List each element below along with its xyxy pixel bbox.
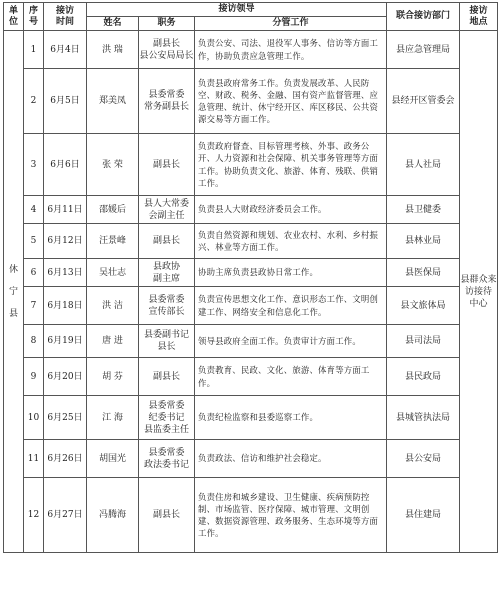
name-cell: 邵媛后 — [87, 196, 139, 224]
position-cell: 县委常委 纪委书记 县监委主任 — [139, 396, 195, 440]
table-row — [4, 358, 498, 396]
position-cell: 县委常委 政法委书记 — [139, 440, 195, 478]
name-cell: 胡 芬 — [87, 358, 139, 396]
seq-cell: 6 — [24, 259, 44, 287]
dept-cell: 县城管执法局 — [387, 396, 460, 440]
seq-cell: 2 — [24, 69, 44, 134]
date-cell: 6月6日 — [44, 134, 87, 196]
duty-cell: 负责公安、司法、退役军人事务、信访等方面工作，协助负责应急管理工作。 — [195, 31, 387, 69]
unit-cell: 休 宁 县 — [4, 31, 24, 553]
table-row — [4, 259, 498, 287]
name-cell: 吴壮志 — [87, 259, 139, 287]
seq-cell: 4 — [24, 196, 44, 224]
seq-cell: 11 — [24, 440, 44, 478]
date-cell: 6月11日 — [44, 196, 87, 224]
seq-cell: 10 — [24, 396, 44, 440]
header-name: 姓名 — [87, 17, 139, 31]
table-row — [4, 224, 498, 259]
name-cell: 汪景峰 — [87, 224, 139, 259]
name-cell: 洪 洁 — [87, 287, 139, 325]
date-cell: 6月26日 — [44, 440, 87, 478]
name-cell: 江 海 — [87, 396, 139, 440]
header-dept: 联合接访部门 — [387, 3, 460, 31]
date-cell: 6月18日 — [44, 287, 87, 325]
duty-cell: 负责政府督查、目标管理考核、外事、政务公开、人力资源和社会保障、机关事务管理等方面工作。协助负责文化、旅游、体育、残联、供销工作。 — [195, 134, 387, 196]
position-cell: 县政协 副主席 — [139, 259, 195, 287]
schedule-table-wrapper — [3, 2, 497, 553]
seq-cell: 8 — [24, 325, 44, 358]
duty-cell: 负责教育、民政、文化、旅游、体育等方面工作。 — [195, 358, 387, 396]
duty-cell: 协助主席负责县政协日常工作。 — [195, 259, 387, 287]
duty-cell: 负责县政府常务工作。负责发展改革、人民防空、财政、税务、金融、国有资产监督管理、应急管理、统计、休宁经开区、库区移民、公共资源交易等方面工作。 — [195, 69, 387, 134]
position-cell: 副县长 — [139, 134, 195, 196]
table-row — [4, 325, 498, 358]
dept-cell: 县文旅体局 — [387, 287, 460, 325]
duty-cell: 负责住房和城乡建设、卫生健康、疾病预防控制、市场监管、医疗保障、城市管理、文明创建、数据资源管理、政务服务、生态环境等方面工作。 — [195, 478, 387, 553]
seq-cell: 12 — [24, 478, 44, 553]
seq-cell: 9 — [24, 358, 44, 396]
header-position: 职务 — [139, 17, 195, 31]
duty-cell: 负责县人大财政经济委员会工作。 — [195, 196, 387, 224]
header-duty: 分管工作 — [195, 17, 387, 31]
date-cell: 6月4日 — [44, 31, 87, 69]
name-cell: 冯腾海 — [87, 478, 139, 553]
table-row — [4, 69, 498, 134]
header-leader-group: 接访领导 — [87, 3, 387, 17]
dept-cell: 县应急管理局 — [387, 31, 460, 69]
date-cell: 6月5日 — [44, 69, 87, 134]
position-cell: 县委副书记 县长 — [139, 325, 195, 358]
dept-cell: 县司法局 — [387, 325, 460, 358]
position-cell: 副县长 — [139, 224, 195, 259]
seq-cell: 5 — [24, 224, 44, 259]
duty-cell: 负责纪检监察和县委巡察工作。 — [195, 396, 387, 440]
reception-schedule-table — [3, 2, 498, 553]
name-cell: 张 荣 — [87, 134, 139, 196]
position-cell: 副县长 — [139, 358, 195, 396]
duty-cell: 负责政法、信访和维护社会稳定。 — [195, 440, 387, 478]
seq-cell: 1 — [24, 31, 44, 69]
date-cell: 6月19日 — [44, 325, 87, 358]
header-time: 接访 时间 — [44, 3, 87, 31]
table-row — [4, 134, 498, 196]
duty-cell: 负责宣传思想文化工作、意识形态工作、文明创建工作、网络安全和信息化工作。 — [195, 287, 387, 325]
header-place: 接访 地点 — [460, 3, 498, 31]
position-cell: 县人大常委 会副主任 — [139, 196, 195, 224]
seq-cell: 3 — [24, 134, 44, 196]
dept-cell: 县医保局 — [387, 259, 460, 287]
header-unit: 单 位 — [4, 3, 24, 31]
name-cell: 郑美凤 — [87, 69, 139, 134]
date-cell: 6月13日 — [44, 259, 87, 287]
date-cell: 6月27日 — [44, 478, 87, 553]
duty-cell: 领导县政府全面工作。负责审计方面工作。 — [195, 325, 387, 358]
name-cell: 唐 进 — [87, 325, 139, 358]
date-cell: 6月12日 — [44, 224, 87, 259]
dept-cell: 县经开区管委会 — [387, 69, 460, 134]
position-cell: 副县长 县公安局局长 — [139, 31, 195, 69]
dept-cell: 县人社局 — [387, 134, 460, 196]
dept-cell: 县林业局 — [387, 224, 460, 259]
date-cell: 6月20日 — [44, 358, 87, 396]
position-cell: 县委常委 宣传部长 — [139, 287, 195, 325]
seq-cell: 7 — [24, 287, 44, 325]
place-cell: 县群众来 访接待 中心 — [460, 31, 498, 553]
table-row — [4, 478, 498, 553]
name-cell: 洪 瑞 — [87, 31, 139, 69]
table-row — [4, 31, 498, 69]
dept-cell: 县卫健委 — [387, 196, 460, 224]
duty-cell: 负责自然资源和规划、农业农村、水利、乡村振兴、林业等方面工作。 — [195, 224, 387, 259]
dept-cell: 县住建局 — [387, 478, 460, 553]
dept-cell: 县民政局 — [387, 358, 460, 396]
name-cell: 胡国光 — [87, 440, 139, 478]
date-cell: 6月25日 — [44, 396, 87, 440]
table-row — [4, 287, 498, 325]
position-cell: 副县长 — [139, 478, 195, 553]
dept-cell: 县公安局 — [387, 440, 460, 478]
table-row — [4, 396, 498, 440]
position-cell: 县委常委 常务副县长 — [139, 69, 195, 134]
header-seq: 序 号 — [24, 3, 44, 31]
table-row — [4, 196, 498, 224]
table-row — [4, 440, 498, 478]
